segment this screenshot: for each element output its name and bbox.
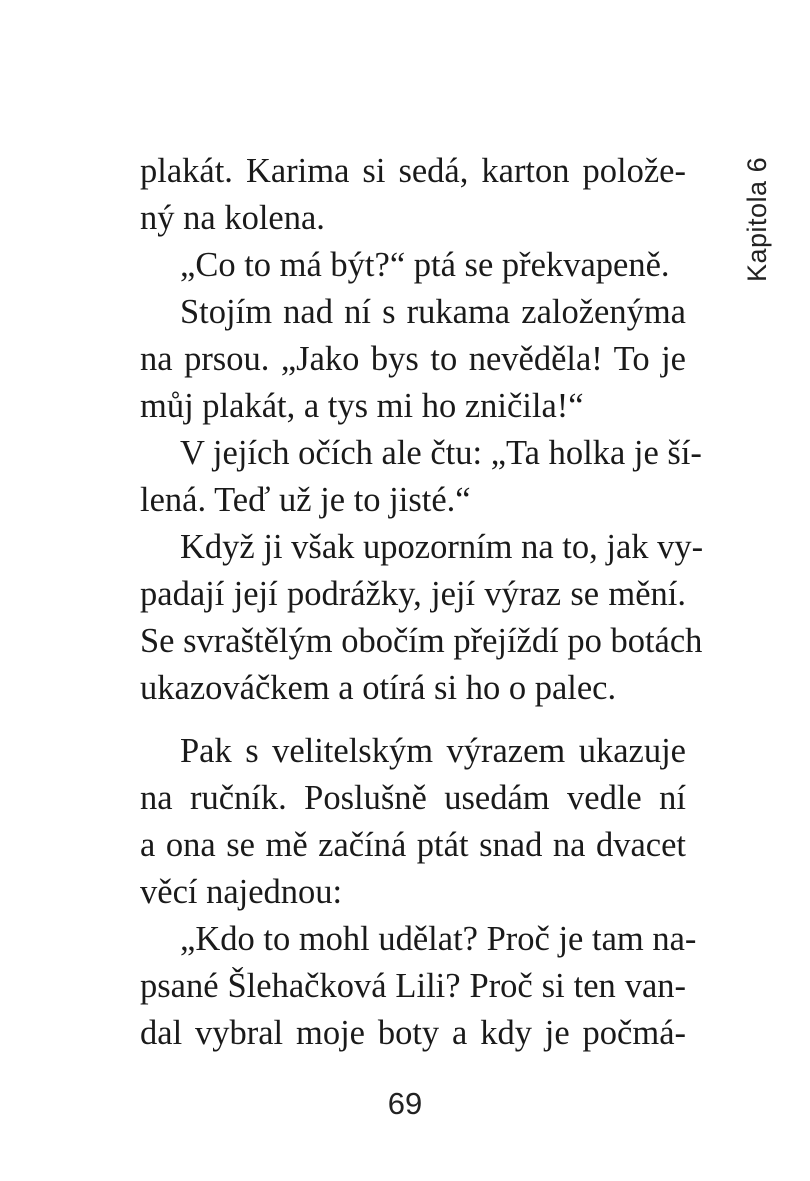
- text-line: „Co to má být?“ ptá se překvapeně.: [180, 246, 670, 284]
- body-text: [140, 148, 704, 1057]
- text-line: Se svraštělým obočím přejíždí po botách: [140, 622, 703, 660]
- text-line: na prsou. „Jako bys to nevěděla! To je: [140, 340, 686, 378]
- text-line: ný na kolena.: [140, 199, 325, 237]
- text-line: Stojím nad ní s rukama založenýma: [180, 293, 686, 331]
- text-line: a ona se mě začíná ptát snad na dvacet: [140, 826, 686, 864]
- text-line: lená. Teď už je to jisté.“: [140, 481, 471, 519]
- text-line: padají její podrážky, její výraz se mění.: [140, 575, 686, 613]
- text-line: na ručník. Poslušně usedám vedle ní: [140, 779, 686, 817]
- text-line: „Kdo to mohl udělat? Proč je tam na-: [180, 920, 697, 958]
- text-line: V jejích očích ale čtu: „Ta holka je ší-: [180, 434, 702, 472]
- text-line: věcí najednou:: [140, 873, 343, 911]
- text-line: psané Šlehačková Lili? Proč si ten van-: [140, 967, 686, 1005]
- text-line: plakát. Karima si sedá, karton polože-: [140, 152, 686, 190]
- text-line: dal vybral moje boty a kdy je počmá-: [140, 1014, 686, 1052]
- page-number: 69: [387, 1086, 423, 1121]
- text-line: můj plakát, a tys mi ho zničila!“: [140, 387, 584, 425]
- text-line: ukazováčkem a otírá si ho o palec.: [140, 669, 617, 707]
- text-line: Když ji však upozorním na to, jak vy-: [180, 528, 704, 566]
- text-line: Pak s velitelským výrazem ukazuje: [180, 732, 686, 770]
- running-head-chapter: Kapitola 6: [742, 156, 772, 282]
